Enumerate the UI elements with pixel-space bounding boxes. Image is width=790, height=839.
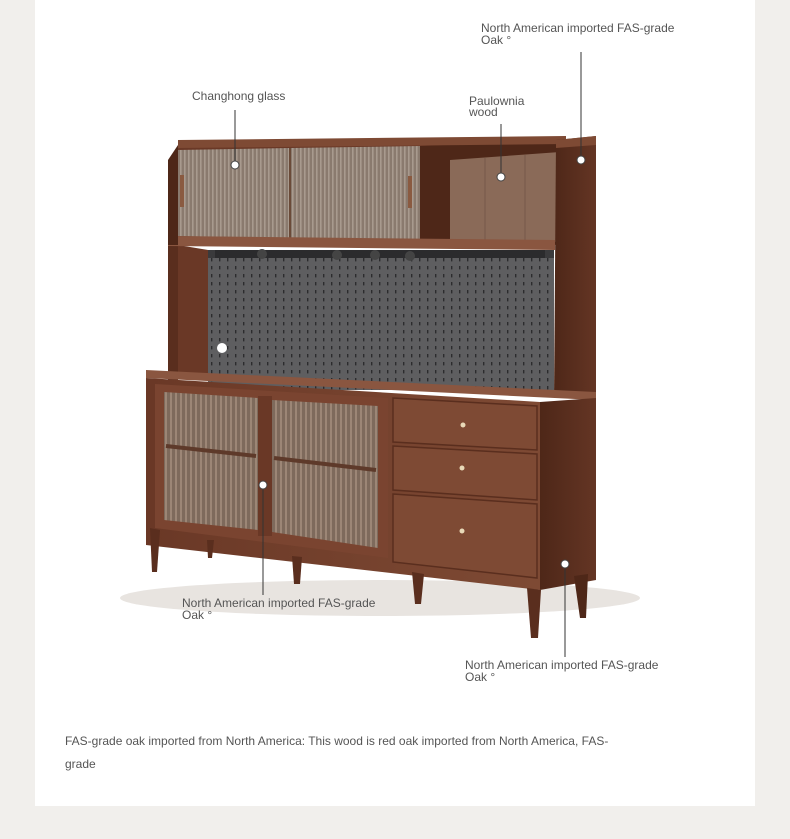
label-line: North American imported FAS-grade bbox=[481, 21, 675, 35]
label-line: wood bbox=[469, 105, 498, 119]
glass-door-right bbox=[290, 146, 420, 240]
lower-glass-door-left bbox=[164, 392, 258, 530]
glass-door-left bbox=[172, 148, 290, 238]
label-bottom-right-oak bbox=[465, 659, 658, 683]
pegboard bbox=[208, 250, 554, 390]
leg bbox=[207, 540, 214, 558]
hutch bbox=[168, 136, 596, 398]
label-line: North American imported FAS-grade bbox=[182, 596, 376, 610]
drawer-middle bbox=[393, 446, 537, 500]
hutch-right-side bbox=[554, 136, 596, 398]
caption-line: FAS-grade oak imported from North America: This wood is red oak imported from North America, FAS- bbox=[65, 734, 609, 748]
caption-line: grade bbox=[65, 757, 96, 771]
label-line: Oak ° bbox=[465, 670, 496, 684]
label-bottom-center-oak bbox=[182, 597, 375, 621]
product-description bbox=[65, 730, 625, 776]
label-top-right-oak bbox=[481, 22, 674, 46]
label-line: Changhong glass bbox=[192, 89, 286, 103]
label-line: Oak ° bbox=[481, 33, 512, 47]
label-changhong-glass bbox=[192, 90, 285, 102]
paulownia-panel bbox=[450, 152, 560, 242]
leg bbox=[527, 588, 541, 638]
leg bbox=[292, 556, 302, 584]
lower-glass-door-right bbox=[272, 400, 378, 548]
label-line: Oak ° bbox=[182, 608, 213, 622]
label-paulownia-wood bbox=[469, 96, 524, 118]
label-line: North American imported FAS-grade bbox=[465, 658, 659, 672]
label-line: Paulownia bbox=[469, 94, 525, 108]
leg bbox=[150, 528, 160, 572]
